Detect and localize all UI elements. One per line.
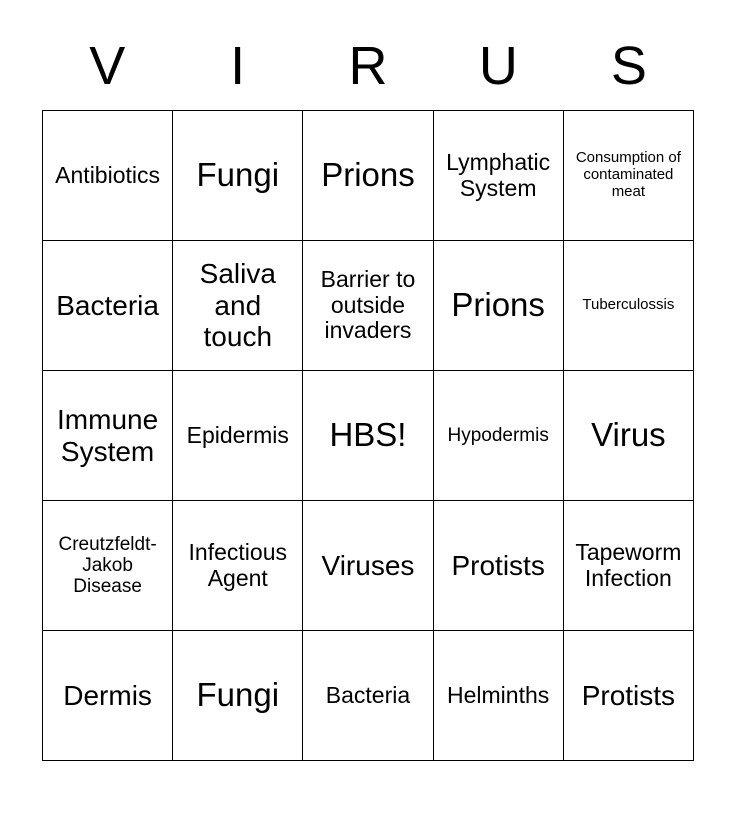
bingo-cell[interactable]: Helminths	[433, 631, 563, 761]
bingo-cell[interactable]: Viruses	[303, 501, 433, 631]
bingo-cell[interactable]: Tapeworm Infection	[563, 501, 693, 631]
bingo-cell-free-space[interactable]: HBS!	[303, 371, 433, 501]
bingo-row	[43, 111, 694, 241]
bingo-cell[interactable]: Protists	[563, 631, 693, 761]
bingo-cell[interactable]: Epidermis	[173, 371, 303, 501]
bingo-cell[interactable]: Bacteria	[303, 631, 433, 761]
bingo-cell[interactable]: Virus	[563, 371, 693, 501]
bingo-cell[interactable]: Lymphatic System	[433, 111, 563, 241]
title-letter-3: R	[348, 36, 388, 96]
bingo-cell[interactable]: Prions	[433, 241, 563, 371]
bingo-cell[interactable]: Creutzfeldt-Jakob Disease	[43, 501, 173, 631]
bingo-title	[42, 30, 694, 102]
bingo-cell[interactable]: Barrier to outside invaders	[303, 241, 433, 371]
bingo-cell[interactable]: Dermis	[43, 631, 173, 761]
bingo-row	[43, 501, 694, 631]
bingo-cell[interactable]: Saliva and touch	[173, 241, 303, 371]
bingo-cell[interactable]: Immune System	[43, 371, 173, 501]
bingo-cell[interactable]: Bacteria	[43, 241, 173, 371]
bingo-row	[43, 371, 694, 501]
bingo-cell[interactable]: Antibiotics	[43, 111, 173, 241]
bingo-cell[interactable]: Fungi	[173, 111, 303, 241]
bingo-row	[43, 631, 694, 761]
title-letter-1: V	[89, 36, 126, 96]
bingo-cell[interactable]: Infectious Agent	[173, 501, 303, 631]
title-letter-4: U	[478, 36, 518, 96]
bingo-cell[interactable]: Tuberculossis	[563, 241, 693, 371]
bingo-cell[interactable]: Hypodermis	[433, 371, 563, 501]
bingo-cell[interactable]: Prions	[303, 111, 433, 241]
title-letter-5: S	[610, 36, 647, 96]
bingo-cell[interactable]: Consumption of contaminated meat	[563, 111, 693, 241]
bingo-row	[43, 241, 694, 371]
bingo-card-page	[0, 30, 736, 830]
bingo-cell[interactable]: Fungi	[173, 631, 303, 761]
title-letter-2: I	[230, 36, 246, 96]
bingo-cell[interactable]: Protists	[433, 501, 563, 631]
bingo-grid	[42, 110, 694, 761]
